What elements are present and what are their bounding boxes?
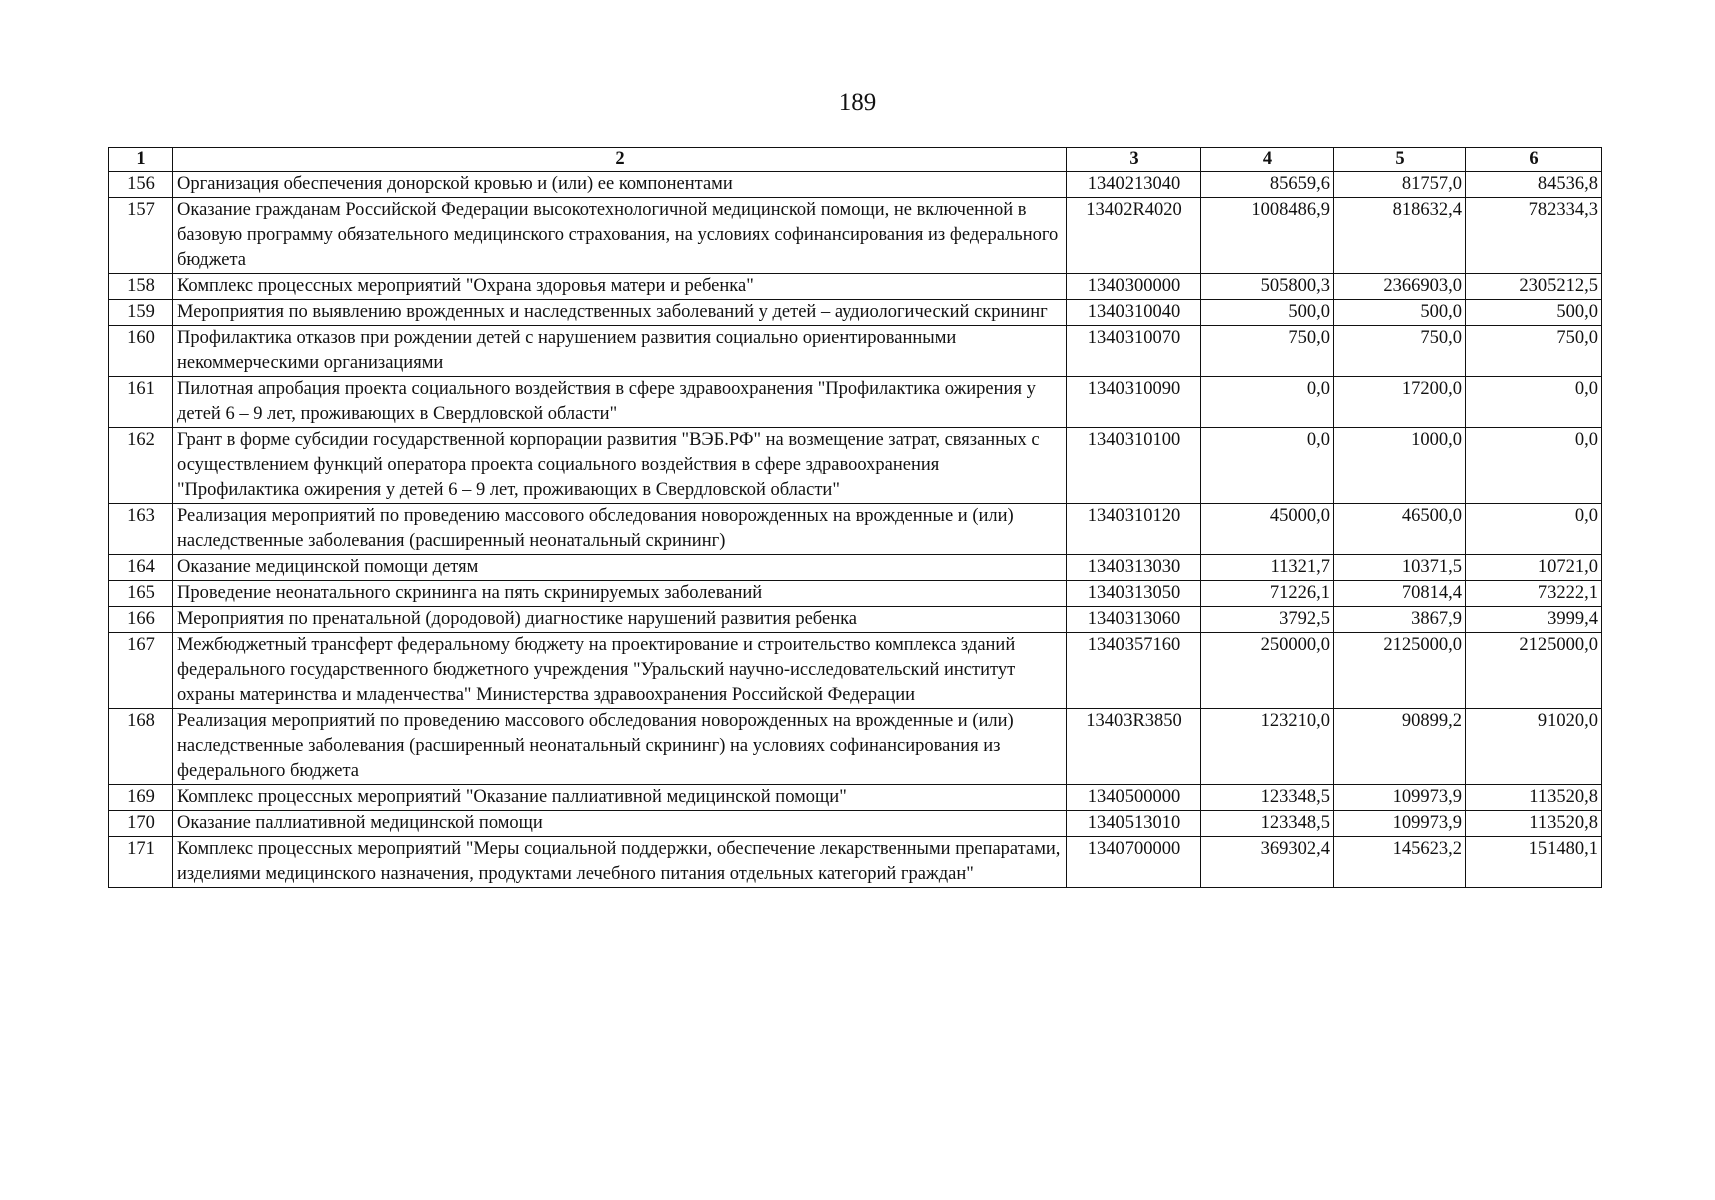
value-col4-cell: 250000,0: [1201, 633, 1334, 709]
row-number-cell: 167: [109, 633, 173, 709]
budget-code-cell: 13402R4020: [1067, 198, 1201, 274]
value-col4-cell: 71226,1: [1201, 581, 1334, 607]
item-name-cell: Оказание медицинской помощи детям: [173, 555, 1067, 581]
budget-code-cell: 1340513010: [1067, 811, 1201, 837]
row-number-cell: 159: [109, 300, 173, 326]
table-row: [109, 811, 1602, 837]
value-col5-cell: 10371,5: [1334, 555, 1466, 581]
budget-code-cell: 1340310100: [1067, 428, 1201, 504]
value-col5-cell: 46500,0: [1334, 504, 1466, 555]
column-header-3: 3: [1067, 148, 1201, 172]
budget-code-cell: 1340313030: [1067, 555, 1201, 581]
row-number-cell: 161: [109, 377, 173, 428]
value-col4-cell: 1008486,9: [1201, 198, 1334, 274]
value-col4-cell: 123348,5: [1201, 811, 1334, 837]
value-col6-cell: 113520,8: [1466, 811, 1602, 837]
item-name-cell: Проведение неонатального скрининга на пять скринируемых заболеваний: [173, 581, 1067, 607]
table-header-row: [109, 148, 1602, 172]
value-col4-cell: 505800,3: [1201, 274, 1334, 300]
row-number-cell: 156: [109, 172, 173, 198]
value-col5-cell: 17200,0: [1334, 377, 1466, 428]
table-row: [109, 581, 1602, 607]
row-number-cell: 160: [109, 326, 173, 377]
budget-code-cell: 1340300000: [1067, 274, 1201, 300]
item-name-cell: Грант в форме субсидии государственной корпорации развития "ВЭБ.РФ" на возмещение затрат, связанных с осуществлением функций оператора проекта социального воздействия в сфере здравоохранения "Профилактика ожирения у детей 6 – 9 лет, проживающих в Свердловской области": [173, 428, 1067, 504]
value-col6-cell: 2305212,5: [1466, 274, 1602, 300]
row-number-cell: 166: [109, 607, 173, 633]
value-col6-cell: 151480,1: [1466, 837, 1602, 888]
value-col4-cell: 750,0: [1201, 326, 1334, 377]
row-number-cell: 169: [109, 785, 173, 811]
value-col4-cell: 369302,4: [1201, 837, 1334, 888]
table-row: [109, 555, 1602, 581]
value-col6-cell: 3999,4: [1466, 607, 1602, 633]
row-number-cell: 170: [109, 811, 173, 837]
row-number-cell: 171: [109, 837, 173, 888]
budget-code-cell: 1340310090: [1067, 377, 1201, 428]
value-col4-cell: 45000,0: [1201, 504, 1334, 555]
value-col5-cell: 109973,9: [1334, 811, 1466, 837]
row-number-cell: 165: [109, 581, 173, 607]
value-col5-cell: 2366903,0: [1334, 274, 1466, 300]
column-header-4: 4: [1201, 148, 1334, 172]
item-name-cell: Реализация мероприятий по проведению массового обследования новорожденных на врожденные и (или) наследственные заболевания (расширенный неонатальный скрининг): [173, 504, 1067, 555]
budget-code-cell: 1340213040: [1067, 172, 1201, 198]
row-number-cell: 163: [109, 504, 173, 555]
value-col5-cell: 2125000,0: [1334, 633, 1466, 709]
item-name-cell: Оказание гражданам Российской Федерации высокотехнологичной медицинской помощи, не включенной в базовую программу обязательного медицинского страхования, на условиях софинансирования из федерального бюджета: [173, 198, 1067, 274]
value-col5-cell: 3867,9: [1334, 607, 1466, 633]
value-col6-cell: 0,0: [1466, 428, 1602, 504]
value-col6-cell: 0,0: [1466, 504, 1602, 555]
budget-code-cell: 1340500000: [1067, 785, 1201, 811]
table-row: [109, 274, 1602, 300]
table-row: [109, 377, 1602, 428]
table-row: [109, 709, 1602, 785]
item-name-cell: Комплекс процессных мероприятий "Охрана здоровья матери и ребенка": [173, 274, 1067, 300]
row-number-cell: 162: [109, 428, 173, 504]
row-number-cell: 158: [109, 274, 173, 300]
value-col4-cell: 123348,5: [1201, 785, 1334, 811]
table-row: [109, 300, 1602, 326]
item-name-cell: Организация обеспечения донорской кровью и (или) ее компонентами: [173, 172, 1067, 198]
value-col6-cell: 113520,8: [1466, 785, 1602, 811]
value-col6-cell: 91020,0: [1466, 709, 1602, 785]
value-col5-cell: 750,0: [1334, 326, 1466, 377]
value-col6-cell: 750,0: [1466, 326, 1602, 377]
budget-code-cell: 1340310120: [1067, 504, 1201, 555]
table-row: [109, 326, 1602, 377]
table-row: [109, 504, 1602, 555]
value-col4-cell: 85659,6: [1201, 172, 1334, 198]
value-col6-cell: 0,0: [1466, 377, 1602, 428]
budget-code-cell: 1340313050: [1067, 581, 1201, 607]
column-header-5: 5: [1334, 148, 1466, 172]
value-col5-cell: 500,0: [1334, 300, 1466, 326]
column-header-6: 6: [1466, 148, 1602, 172]
value-col5-cell: 1000,0: [1334, 428, 1466, 504]
row-number-cell: 164: [109, 555, 173, 581]
value-col5-cell: 90899,2: [1334, 709, 1466, 785]
item-name-cell: Межбюджетный трансферт федеральному бюджету на проектирование и строительство комплекса зданий федерального государственного бюджетного учреждения "Уральский научно-исследовательский институт охраны материнства и младенчества" Министерства здравоохранения Российской Федерации: [173, 633, 1067, 709]
budget-code-cell: 13403R3850: [1067, 709, 1201, 785]
table-row: [109, 607, 1602, 633]
budget-code-cell: 1340310040: [1067, 300, 1201, 326]
value-col4-cell: 500,0: [1201, 300, 1334, 326]
budget-code-cell: 1340313060: [1067, 607, 1201, 633]
item-name-cell: Мероприятия по выявлению врожденных и наследственных заболеваний у детей – аудиологический скрининг: [173, 300, 1067, 326]
value-col4-cell: 0,0: [1201, 377, 1334, 428]
table-row: [109, 785, 1602, 811]
item-name-cell: Комплекс процессных мероприятий "Оказание паллиативной медицинской помощи": [173, 785, 1067, 811]
table-row: [109, 172, 1602, 198]
value-col6-cell: 2125000,0: [1466, 633, 1602, 709]
budget-table: [108, 147, 1602, 888]
value-col5-cell: 81757,0: [1334, 172, 1466, 198]
item-name-cell: Профилактика отказов при рождении детей с нарушением развития социально ориентированными некоммерческими организациями: [173, 326, 1067, 377]
item-name-cell: Мероприятия по пренатальной (дородовой) диагностике нарушений развития ребенка: [173, 607, 1067, 633]
value-col6-cell: 84536,8: [1466, 172, 1602, 198]
page-number: 189: [838, 89, 877, 116]
row-number-cell: 168: [109, 709, 173, 785]
value-col5-cell: 70814,4: [1334, 581, 1466, 607]
item-name-cell: Пилотная апробация проекта социального воздействия в сфере здравоохранения "Профилактика ожирения у детей 6 – 9 лет, проживающих в Свердловской области": [173, 377, 1067, 428]
value-col6-cell: 10721,0: [1466, 555, 1602, 581]
item-name-cell: Оказание паллиативной медицинской помощи: [173, 811, 1067, 837]
value-col4-cell: 0,0: [1201, 428, 1334, 504]
value-col4-cell: 3792,5: [1201, 607, 1334, 633]
column-header-1: 1: [109, 148, 173, 172]
budget-code-cell: 1340310070: [1067, 326, 1201, 377]
value-col6-cell: 73222,1: [1466, 581, 1602, 607]
table-row: [109, 428, 1602, 504]
value-col4-cell: 11321,7: [1201, 555, 1334, 581]
value-col4-cell: 123210,0: [1201, 709, 1334, 785]
row-number-cell: 157: [109, 198, 173, 274]
value-col5-cell: 109973,9: [1334, 785, 1466, 811]
item-name-cell: Комплекс процессных мероприятий "Меры социальной поддержки, обеспечение лекарственными препаратами, изделиями медицинского назначения, продуктами лечебного питания отдельных категорий граждан": [173, 837, 1067, 888]
table-row: [109, 837, 1602, 888]
item-name-cell: Реализация мероприятий по проведению массового обследования новорожденных на врожденные и (или) наследственные заболевания (расширенный неонатальный скрининг) на условиях софинансирования из федерального бюджета: [173, 709, 1067, 785]
value-col5-cell: 145623,2: [1334, 837, 1466, 888]
budget-code-cell: 1340357160: [1067, 633, 1201, 709]
value-col6-cell: 782334,3: [1466, 198, 1602, 274]
table-row: [109, 198, 1602, 274]
table-body: [109, 172, 1602, 888]
column-header-2: 2: [173, 148, 1067, 172]
value-col5-cell: 818632,4: [1334, 198, 1466, 274]
value-col6-cell: 500,0: [1466, 300, 1602, 326]
budget-code-cell: 1340700000: [1067, 837, 1201, 888]
table-row: [109, 633, 1602, 709]
